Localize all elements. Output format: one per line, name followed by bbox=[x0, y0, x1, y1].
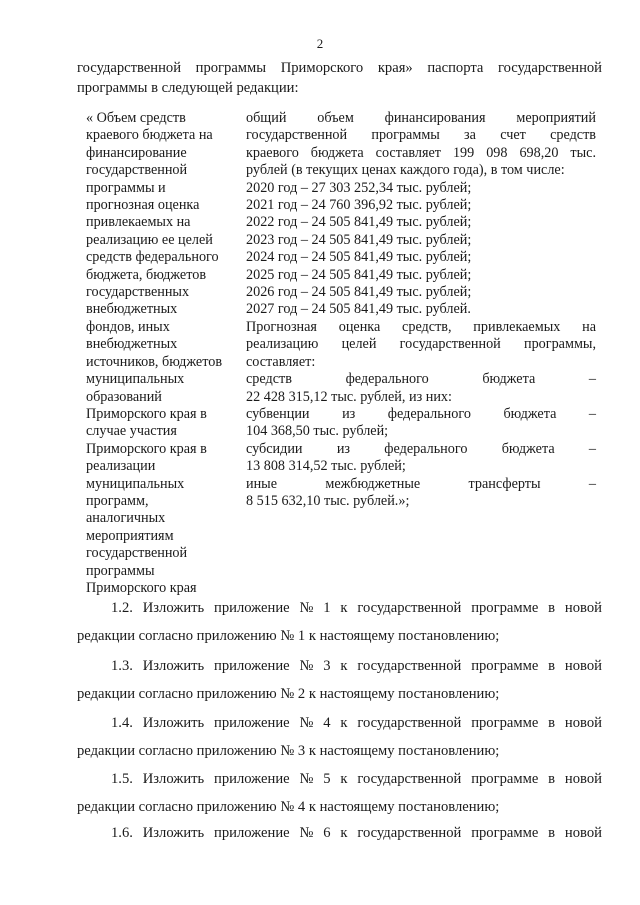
paragraph-second-line: редакции согласно приложению № 3 к настоящему постановлению; bbox=[77, 743, 500, 759]
subsidies-amount: 13 808 314,52 тыс. рублей; bbox=[246, 458, 406, 475]
label-line: привлекаемых на bbox=[86, 214, 191, 231]
year-line: 2021 год – 24 760 396,92 тыс. рублей; bbox=[246, 197, 472, 214]
total-line: общий объем финансирования мероприятий bbox=[246, 110, 596, 126]
intro-text bbox=[77, 58, 602, 98]
word: приложение bbox=[214, 771, 290, 787]
word: субсидии bbox=[246, 440, 303, 457]
word: № bbox=[299, 658, 314, 674]
word: в bbox=[548, 600, 556, 616]
forecast-line: Прогнозная оценка средств, привлекаемых на bbox=[246, 318, 596, 335]
paragraph-first-line bbox=[77, 652, 602, 680]
word: федерального bbox=[384, 440, 468, 457]
year-line: 2027 год – 24 505 841,49 тыс. рублей. bbox=[246, 301, 471, 318]
word: новой bbox=[564, 771, 602, 787]
subventions-line bbox=[246, 406, 596, 423]
word: к bbox=[340, 825, 348, 841]
label-line: образований bbox=[86, 388, 162, 405]
word: программе bbox=[471, 771, 539, 787]
total-line: рублей (в текущих ценах каждого года), в том числе: bbox=[246, 162, 565, 179]
label-line: прогнозная оценка bbox=[86, 197, 200, 214]
paragraph-1-3 bbox=[77, 652, 602, 708]
forecast-line: составляет: bbox=[246, 353, 316, 370]
word: бюджета bbox=[503, 405, 557, 422]
year-line: 2023 год – 24 505 841,49 тыс. рублей; bbox=[246, 231, 472, 248]
label-line: реализацию ее целей bbox=[86, 231, 213, 248]
federal-budget-line bbox=[246, 371, 596, 388]
label-line: « Объем средств bbox=[86, 110, 186, 126]
word: № bbox=[299, 715, 314, 731]
word: из bbox=[336, 440, 351, 457]
word: межбюджетные bbox=[325, 475, 421, 492]
word: в bbox=[548, 771, 556, 787]
transfers-line bbox=[246, 476, 596, 493]
paragraph-second-line: редакции согласно приложению № 4 к настоящему постановлению; bbox=[77, 799, 500, 815]
paragraph-second-line: редакции согласно приложению № 1 к настоящему постановлению; bbox=[77, 628, 500, 644]
word: в bbox=[548, 658, 556, 674]
subsidies-line bbox=[246, 441, 596, 458]
word: трансферты bbox=[468, 475, 541, 492]
word: к bbox=[340, 715, 348, 731]
word: Изложить bbox=[142, 658, 205, 674]
page-number: 2 bbox=[316, 36, 324, 51]
word: в bbox=[548, 715, 556, 731]
word: программе bbox=[471, 715, 539, 731]
word: Изложить bbox=[142, 825, 205, 841]
word: – bbox=[588, 440, 596, 457]
paragraph-1-4 bbox=[77, 709, 602, 765]
word: федерального bbox=[387, 405, 471, 422]
word: 1 bbox=[323, 600, 331, 616]
year-line: 2022 год – 24 505 841,49 тыс. рублей; bbox=[246, 214, 472, 231]
word: в bbox=[548, 825, 556, 841]
label-line: Приморского края bbox=[86, 579, 197, 596]
word: 1.4. bbox=[111, 715, 133, 731]
word: приложение bbox=[214, 825, 290, 841]
word: 4 bbox=[323, 715, 331, 731]
label-line: программ, bbox=[86, 492, 149, 509]
word: новой bbox=[564, 658, 602, 674]
label-line: государственной bbox=[86, 545, 188, 562]
word: государственной bbox=[357, 600, 462, 616]
word: 1.3. bbox=[111, 658, 133, 674]
word: 1.2. bbox=[111, 600, 133, 616]
subventions-amount: 104 368,50 тыс. рублей; bbox=[246, 423, 389, 440]
passport-table bbox=[86, 110, 602, 597]
label-line: Приморского края в bbox=[86, 440, 207, 457]
paragraph-first-line bbox=[77, 709, 602, 737]
word: приложение bbox=[214, 600, 290, 616]
label-line: внебюджетных bbox=[86, 301, 178, 318]
label-line: краевого бюджета на bbox=[86, 127, 213, 144]
year-line: 2024 год – 24 505 841,49 тыс. рублей; bbox=[246, 249, 472, 266]
label-line: бюджета, бюджетов bbox=[86, 266, 207, 283]
word: № bbox=[299, 825, 314, 841]
word: новой bbox=[564, 825, 602, 841]
word: государственной bbox=[357, 715, 462, 731]
word: – bbox=[588, 405, 596, 422]
label-line: средств федерального bbox=[86, 249, 219, 266]
passport-row-value bbox=[246, 110, 596, 597]
word: 6 bbox=[323, 825, 331, 841]
word: Изложить bbox=[142, 715, 205, 731]
label-line: муниципальных bbox=[86, 475, 185, 492]
word: – bbox=[588, 371, 596, 388]
word: новой bbox=[564, 600, 602, 616]
year-line: 2025 год – 24 505 841,49 тыс. рублей; bbox=[246, 266, 472, 283]
paragraph-first-line bbox=[77, 765, 602, 793]
intro-line-1: государственной программы Приморского края» паспорта государственной bbox=[77, 60, 602, 76]
word: Изложить bbox=[142, 600, 205, 616]
word: средств bbox=[246, 371, 292, 388]
label-line: внебюджетных bbox=[86, 336, 178, 353]
paragraph-1-6 bbox=[77, 819, 602, 847]
word: государственной bbox=[357, 771, 462, 787]
word: Изложить bbox=[142, 771, 205, 787]
word: к bbox=[340, 658, 348, 674]
total-line: государственной программы за счет средств bbox=[246, 127, 596, 144]
word: иные bbox=[246, 475, 278, 492]
label-line: Приморского края в bbox=[86, 405, 207, 422]
label-line: программы bbox=[86, 562, 155, 579]
word: программе bbox=[471, 825, 539, 841]
label-line: государственной bbox=[86, 162, 188, 179]
word: № bbox=[299, 771, 314, 787]
word: 5 bbox=[323, 771, 331, 787]
label-line: случае участия bbox=[86, 423, 177, 440]
word: программе bbox=[471, 600, 539, 616]
label-line: муниципальных bbox=[86, 371, 185, 388]
label-line: программы и bbox=[86, 179, 166, 196]
word: программе bbox=[471, 658, 539, 674]
label-line: реализации bbox=[86, 458, 156, 475]
word: к bbox=[340, 771, 348, 787]
word: бюджета bbox=[501, 440, 555, 457]
forecast-line: реализацию целей государственной программы, bbox=[246, 336, 596, 353]
years-list bbox=[246, 180, 596, 319]
word: 1.5. bbox=[111, 771, 133, 787]
word: новой bbox=[564, 715, 602, 731]
year-line: 2026 год – 24 505 841,49 тыс. рублей; bbox=[246, 284, 472, 301]
word: государственной bbox=[357, 658, 462, 674]
paragraph-1-5 bbox=[77, 765, 602, 821]
paragraph-1-2 bbox=[77, 594, 602, 650]
transfers-amount: 8 515 632,10 тыс. рублей.»; bbox=[246, 492, 410, 509]
label-line: государственных bbox=[86, 284, 190, 301]
label-line: финансирование bbox=[86, 144, 187, 161]
word: федерального bbox=[345, 371, 429, 388]
label-line: мероприятиям bbox=[86, 527, 174, 544]
label-line: фондов, иных bbox=[86, 318, 170, 335]
word: государственной bbox=[357, 825, 462, 841]
word: 3 bbox=[323, 658, 331, 674]
intro-line-2: программы в следующей редакции: bbox=[77, 80, 299, 96]
word: приложение bbox=[214, 715, 290, 731]
word: субвенции bbox=[246, 405, 310, 422]
paragraph-first-line bbox=[77, 819, 602, 847]
word: к bbox=[340, 600, 348, 616]
federal-budget-amount: 22 428 315,12 тыс. рублей, из них: bbox=[246, 388, 452, 405]
paragraph-first-line bbox=[77, 594, 602, 622]
paragraph-second-line: редакции согласно приложению № 2 к настоящему постановлению; bbox=[77, 686, 500, 702]
word: бюджета bbox=[482, 371, 536, 388]
word: № bbox=[299, 600, 314, 616]
word: 1.6. bbox=[111, 825, 133, 841]
passport-row-label bbox=[86, 110, 232, 597]
label-line: аналогичных bbox=[86, 510, 166, 527]
word: приложение bbox=[214, 658, 290, 674]
word: – bbox=[588, 475, 596, 492]
total-line: краевого бюджета составляет 199 098 698,20 тыс. bbox=[246, 144, 596, 161]
word: из bbox=[342, 405, 356, 422]
label-line: источников, бюджетов bbox=[86, 353, 223, 370]
year-line: 2020 год – 27 303 252,34 тыс. рублей; bbox=[246, 179, 472, 196]
